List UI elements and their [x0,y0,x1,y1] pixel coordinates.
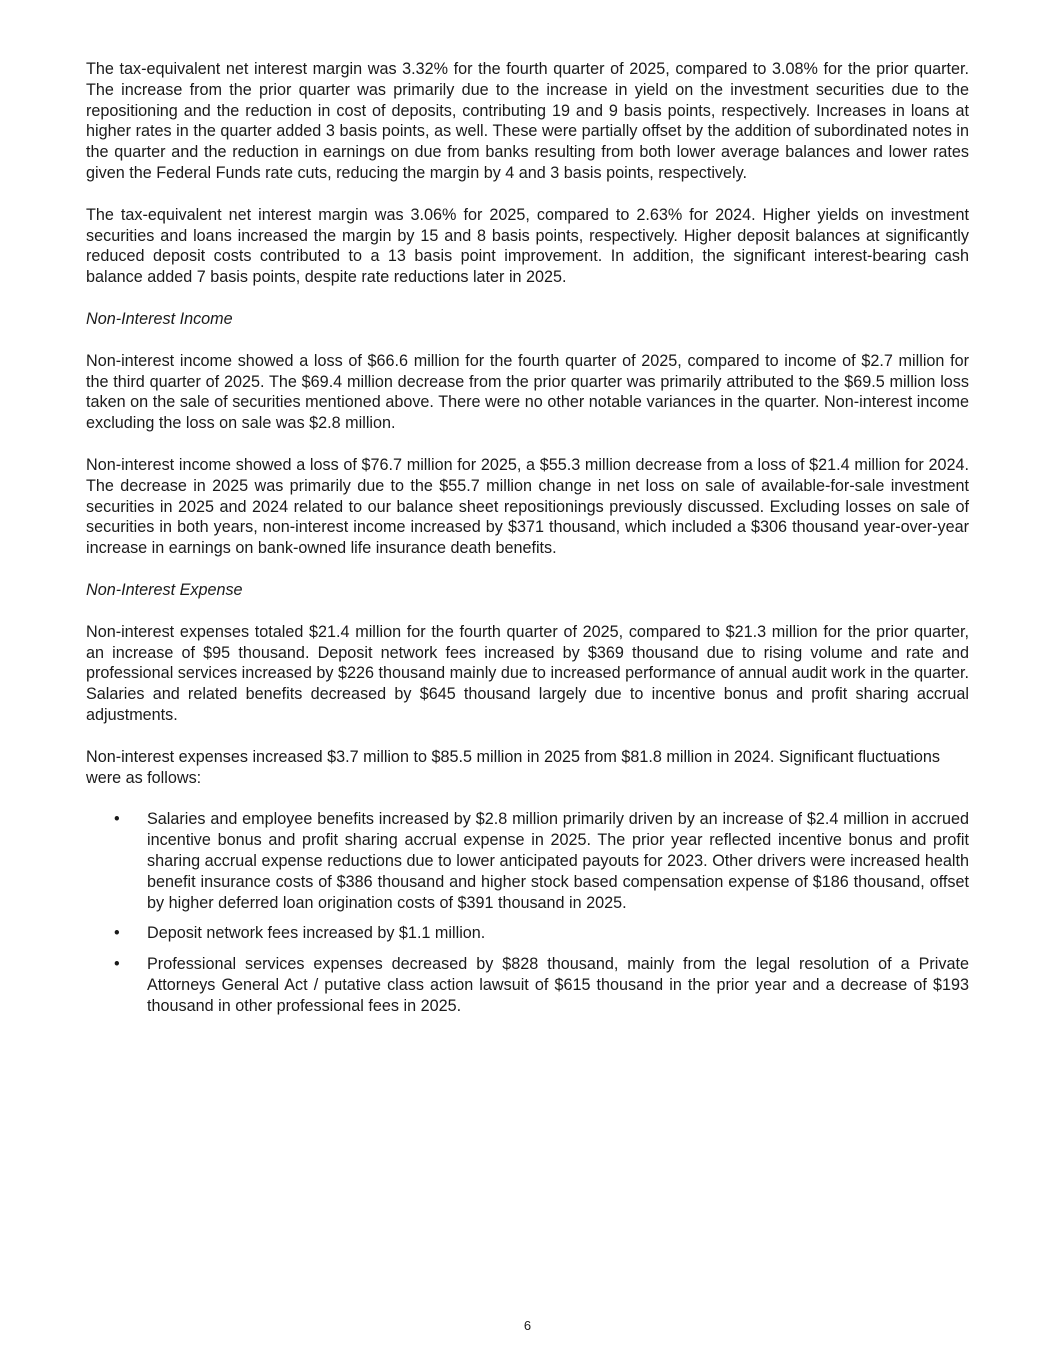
paragraph-expense-quarter: Non-interest expenses totaled $21.4 million for the fourth quarter of 2025, compared to $21.3 million for the prior quarter, an increase of $95 thousand. Deposit network fees increased by $369 thousand due to rising volume and rate and professional services increased by $226 thousand mainly due to increased performance of annual audit work in the quarter. Salaries and related benefits decreased by $645 thousand largely due to incentive bonus and profit sharing accrual adjustments. [86,622,969,724]
page-number: 6 [523,1318,532,1333]
paragraph-margin-quarter: The tax-equivalent net interest margin was 3.32% for the fourth quarter of 2025, compared to 3.08% for the prior quarter. The increase from the prior quarter was primarily due to the increase in yield on the investment securities due to the repositioning and the reduction in cost of deposits, contributing 19 and 9 basis points, respectively. Increases in loans at higher rates in the quarter added 3 basis points, as well. These were partially offset by the addition of subordinated notes in the quarter and the reduction in earnings on due from banks resulting from both lower average balances and lower rates given the Federal Funds rate cuts, reducing the margin by 4 and 3 basis points, respectively. [86,60,969,182]
bullet-marker: • [114,924,120,943]
list-item-text: Salaries and employee benefits increased by $2.8 million primarily driven by an increase of $2.4 million in accrued incentive bonus and profit sharing accrual expense in 2025. The prior year reflected incentive bonus and profit sharing accrual expense reductions due to lower anticipated payouts for 2023. Other drivers were increased health benefit insurance costs of $386 thousand and higher stock based compensation expense of $186 thousand, offset by higher deferred loan origination costs of $391 thousand in 2025. [147,810,969,912]
paragraph-expense-year: Non-interest expenses increased $3.7 million to $85.5 million in 2025 from $81.8 million in 2024. Significant fluctuations were as follows: [86,747,940,787]
document-page [86,59,969,1026]
bullet-marker: • [114,810,120,829]
heading-non-interest-expense: Non-Interest Expense [86,580,243,599]
heading-non-interest-income: Non-Interest Income [86,309,233,328]
paragraph-income-quarter: Non-interest income showed a loss of $66.6 million for the fourth quarter of 2025, compared to income of $2.7 million for the third quarter of 2025. The $69.4 million decrease from the prior quarter was primarily attributed to the $69.5 million loss taken on the sale of securities mentioned above. There were no other notable variances in the quarter. Non-interest income excluding the loss on sale was $2.8 million. [86,351,969,433]
list-item [86,809,969,913]
paragraph-margin-year: The tax-equivalent net interest margin was 3.06% for 2025, compared to 2.63% for 2024. Higher yields on investment securities and loans increased the margin by 15 and 8 basis points, respectively. Higher deposit balances at significantly reduced deposit costs contributed to a 13 basis point improvement. In addition, the significant interest-bearing cash balance added 7 basis points, despite rate reductions later in 2025. [86,205,969,287]
list-item-text: Deposit network fees increased by $1.1 million. [147,924,486,943]
bullet-marker: • [114,955,120,974]
paragraph-income-year: Non-interest income showed a loss of $76.7 million for 2025, a $55.3 million decrease from a loss of $21.4 million for 2024. The decrease in 2025 was primarily due to the $55.7 million change in net loss on sale of available-for-sale investment securities in 2025 and 2024 related to our balance sheet repositionings previously discussed. Excluding losses on sale of securities in both years, non-interest income increased by $371 thousand, which included a $306 thousand year-over-year increase in earnings on bank-owned life insurance death benefits. [86,455,969,558]
list-item-text: Professional services expenses decreased by $828 thousand, mainly from the legal resolution of a Private Attorneys General Act / putative class action lawsuit of $615 thousand in the prior year and a decrease of $193 thousand in other professional fees in 2025. [147,955,969,1015]
list-item [86,923,969,944]
list-item [86,954,969,1016]
expense-fluctuations-list [86,809,969,1016]
